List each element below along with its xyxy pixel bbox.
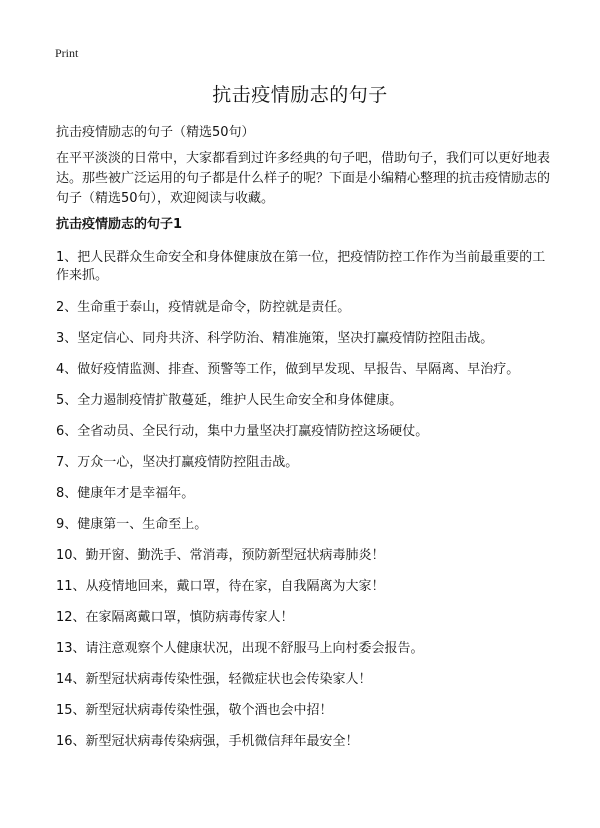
list-item: 11、从疫情地回来，戴口罩，待在家，自我隔离为大家！ (56, 579, 385, 594)
list-item: 14、新型冠状病毒传染性强，轻微症状也会传染家人！ (56, 672, 372, 687)
section-heading: 抗击疫情励志的句子1 (56, 217, 183, 232)
list-item: 12、在家隔离戴口罩，慎防病毒传家人！ (56, 610, 294, 625)
list-item: 5、全力遏制疫情扩散蔓延，维护人民生命安全和身体健康。 (56, 393, 403, 408)
list-item: 8、健康年才是幸福年。 (56, 486, 195, 501)
list-item: 2、生命重于泰山，疫情就是命令，防控就是责任。 (56, 300, 351, 315)
page-title: 抗击疫情励志的句子 (212, 84, 388, 106)
list-item: 4、做好疫情监测、排查、预警等工作，做到早发现、早报告、早隔离、早治疗。 (56, 362, 520, 377)
document-subtitle: 抗击疫情励志的句子（精选50句） (56, 125, 255, 140)
list-item: 6、全省动员、全民行动，集中力量坚决打赢疫情防控这场硬仗。 (56, 424, 429, 439)
print-link[interactable]: Print (55, 46, 79, 60)
list-item: 10、勤开窗、勤洗手、常消毒，预防新型冠状病毒肺炎！ (56, 548, 385, 563)
quote-list (56, 249, 551, 764)
list-item: 7、万众一心，坚决打赢疫情防控阻击战。 (56, 455, 299, 470)
list-item: 16、新型冠状病毒传染病强，手机微信拜年最安全！ (56, 734, 359, 749)
list-item: 15、新型冠状病毒传染性强，敬个酒也会中招！ (56, 703, 333, 718)
list-item: 1、把人民群众生命安全和身体健康放在第一位，把疫情防控工作作为当前最重要的工作来抓。 (56, 250, 546, 283)
intro-paragraph: 在平平淡淡的日常中，大家都看到过许多经典的句子吧，借助句子，我们可以更好地表达。那些被广泛运用的句子都是什么样子的呢？下面是小编精心整理的抗击疫情励志的句子（精选50句），欢迎阅读与收藏。 (56, 151, 551, 206)
list-item: 9、健康第一、生命至上。 (56, 517, 208, 532)
list-item: 13、请注意观察个人健康状况，出现不舒服马上向村委会报告。 (56, 641, 424, 656)
list-item: 3、坚定信心、同舟共济、科学防治、精准施策，坚决打赢疫情防控阻击战。 (56, 331, 494, 346)
